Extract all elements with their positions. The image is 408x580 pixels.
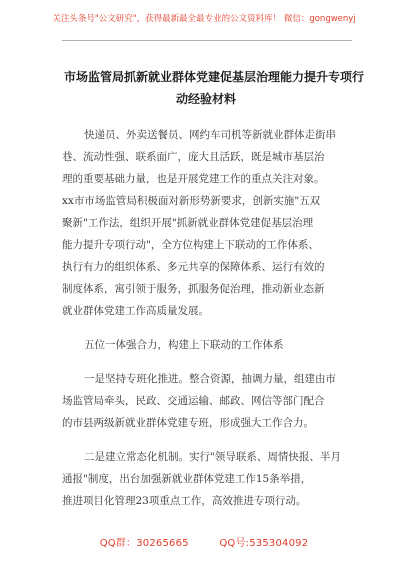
paragraph-line: 二是建立常态化机制。实行"领导联系、周情快报、半月	[84, 451, 341, 463]
paragraph-line: 通报"制度，出台加强新就业群体党建工作15条举措，	[62, 473, 312, 485]
paragraph-line: 快递员、外卖送餐员、网约车司机等新就业群体走街串	[84, 129, 336, 141]
paragraph-line: xx市市场监管局积极面对新形势新要求，创新实施"五双	[62, 195, 321, 207]
paragraph-line: 聚新"工作法，组织开展"抓新就业群体党建促基层治理	[62, 217, 314, 229]
paragraph-line: 能力提升专项行动"，全方位构建上下联动的工作体系、	[62, 239, 319, 251]
header-note: 关注头条号"公文研究"，获得最新最全最专业的公文资料库！ 微信：gongwenyj	[52, 14, 356, 24]
paragraph-line: 就业群体党建工作高质量发展。	[62, 305, 209, 317]
document-body	[62, 124, 362, 512]
paragraph-line: 理的重要基础力量，也是开展党建工作的重点关注对象。	[62, 173, 325, 185]
paragraph-line: 一是坚持专班化推进。整合资源，抽调力量，组建由市	[84, 373, 336, 385]
paragraph-gap	[62, 322, 362, 334]
title-line: 动经验材料	[175, 92, 236, 106]
title-line: 市场监管局抓新就业群体党建促基层治理能力提升专项行	[64, 70, 365, 84]
section-heading: 五位一体强合力，构建上下联动的工作体系	[84, 339, 284, 351]
footer-contact: QQ群：30265665 QQ号:535304092	[99, 538, 309, 549]
paragraph-line: 推进项目化管理23项重点工作，高效推进专项行动。	[62, 495, 307, 507]
paragraph-gap	[62, 434, 362, 446]
paragraph-line: 执行有力的组织体系、多元共享的保障体系、运行有效的	[62, 261, 325, 273]
paragraph-line: 的市县两级新就业群体党建专班，形成强大工作合力。	[62, 417, 314, 429]
paragraph-line: 巷、流动性强、联系面广，庞大且活跃，既是城市基层治	[62, 151, 325, 163]
paragraph-line: 制度体系，寓引领于服务，抓服务促治理，推动新业态新	[62, 283, 325, 295]
document-title	[64, 66, 365, 110]
paragraph-line: 场监管局牵头，民政、交通运输、邮政、网信等部门配合	[62, 395, 325, 407]
header-divider	[62, 40, 352, 41]
paragraph-gap	[62, 356, 362, 368]
